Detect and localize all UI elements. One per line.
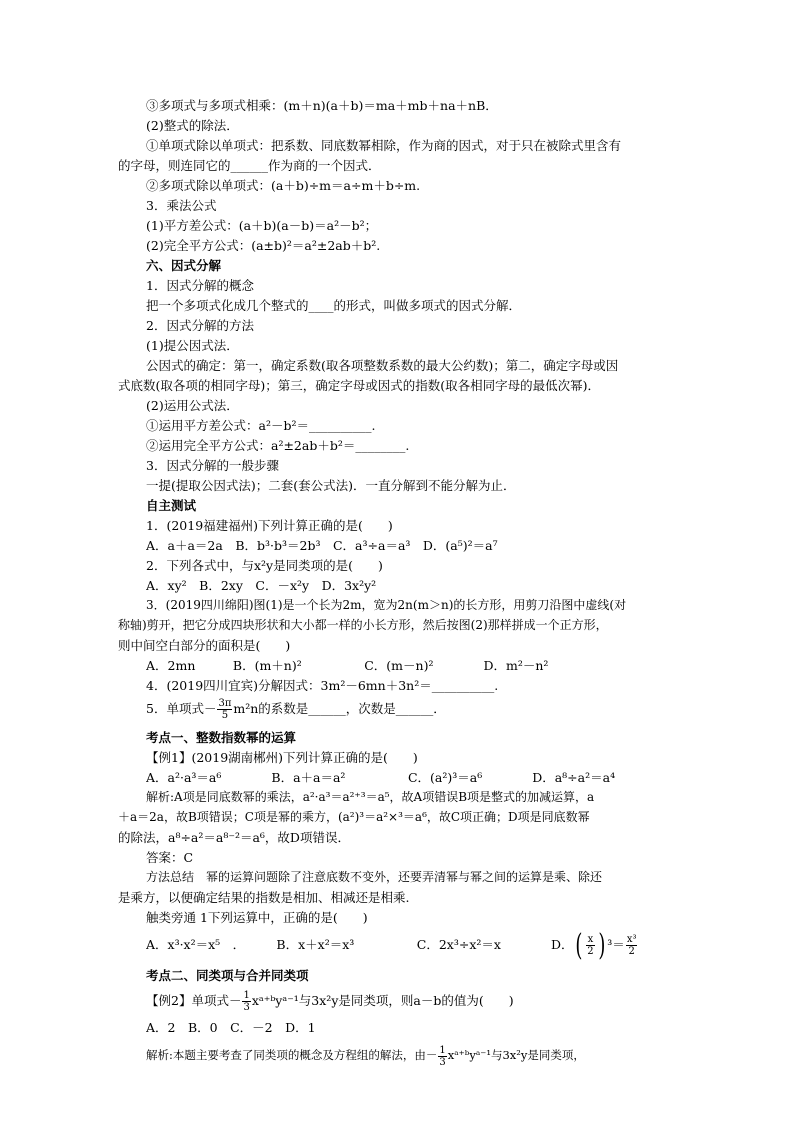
text-span: xᵃ⁺ᵇyᵃ⁻¹与3x²y是同类项，则a－b的值为( ): [251, 993, 514, 1008]
analysis-line: 解析:A项是同底数幂的乘法，a²·a³＝a²⁺³＝a⁵，故A项错误B项是整式的加减运算，a: [146, 790, 595, 804]
question-options: A．a＋a＝2a B．b³·b³＝2b³ C．a³÷a＝a³ D．(a⁵)²＝a⁷: [146, 538, 498, 553]
text-line: ②运用完全平方公式：a²±2ab＋b²＝________.: [146, 438, 410, 453]
fraction: [242, 990, 250, 1013]
text-span: 5．单项式－: [146, 701, 217, 716]
text-span: m²n的系数是______，次数是______．: [233, 701, 446, 716]
fraction-denominator: 2: [628, 946, 635, 957]
question-line: 3．(2019四川绵阳)图(1)是一个长为2m，宽为2n(m＞n)的长方形，用剪刀沿图中虚线(对: [146, 598, 627, 612]
question-line: 1．(2019福建福州)下列计算正确的是( ): [146, 518, 393, 533]
text-line: (1)平方差公式：(a＋b)(a－b)＝a²－b²；: [146, 218, 378, 233]
section-subheading: 2．因式分解的方法: [146, 318, 254, 333]
fraction: [626, 934, 638, 957]
question-line: 则中间空白部分的面积是( ): [118, 638, 291, 653]
fraction: [438, 1045, 446, 1068]
fraction: [586, 934, 594, 957]
question-line: [146, 696, 686, 724]
text-line: (2)运用公式法．: [146, 398, 239, 413]
fraction-numerator: 1: [243, 990, 250, 1001]
section-subheading: 3．因式分解的一般步骤: [146, 458, 279, 473]
question-options: A．2mn B．(m＋n)² C．(m－n)² D．m²－n²: [146, 658, 549, 673]
fraction-numerator: x³: [626, 934, 637, 945]
text-line: 公因式的确定：第一，确定系数(取各项整数系数的最大公约数)；第二，确定字母或因: [146, 358, 619, 373]
topic-heading: 考点一、整数指数幂的运算: [146, 730, 297, 745]
fraction-numerator: 3π: [218, 698, 232, 709]
text-line: 把一个多项式化成几个整式的____的形式，叫做多项式的因式分解．: [146, 298, 522, 313]
question-line: 称轴)剪开，把它分成四块形状和大小都一样的小长方形，然后按图(2)那样拼成一个正方形，: [118, 618, 608, 632]
question-options: A．a²·a³＝a⁶ B．a＋a＝a² C．(a²)³＝a⁶ D．a⁸÷a²＝a⁴: [146, 770, 616, 785]
analysis-line: [146, 1042, 686, 1070]
text-span: xᵃ⁺ᵇyᵃ⁻¹与3x²y是同类项，: [447, 1048, 585, 1062]
left-paren: (: [575, 930, 583, 962]
analysis-line: 的除法，a⁸÷a²＝a⁸⁻²＝a⁶，故D项错误．: [118, 830, 350, 845]
text-span: 【例2】单项式－: [146, 993, 242, 1008]
summary-line: 是乘方，以便确定结果的指数是相加、相减还是相乘.: [118, 890, 410, 905]
text-line: (2)整式的除法．: [146, 118, 239, 133]
section-subheading: 3．乘法公式: [146, 198, 217, 213]
text-line: (1)提公因式法．: [146, 338, 239, 353]
analysis-line: ＋a＝2a，故B项错误；C项是幂的乘方，(a²)³＝a²×³＝a⁶，故C项正确；D项是同底数幂: [118, 810, 590, 824]
text-line: ③多项式与多项式相乘：(m＋n)(a＋b)＝ma＋mb＋na＋nB．: [146, 98, 498, 113]
question-options: [146, 930, 686, 962]
text-line: 式底数(取各项的相同字母)；第三，确定字母或因式的指数(取各相同字母的最低次幂)．: [118, 378, 601, 393]
text-line: ①运用平方差公式：a²－b²＝__________.: [146, 418, 376, 433]
section-subheading: 1．因式分解的概念: [146, 278, 254, 293]
fraction-numerator: 1: [439, 1044, 446, 1056]
text-span: 解析:本题主要考查了同类项的概念及方程组的解法，由－: [146, 1048, 438, 1062]
example-line: 【例1】(2019湖南郴州)下列计算正确的是( ): [146, 750, 418, 765]
right-paren: ): [597, 930, 605, 962]
practice-line: 触类旁通 1下列运算中，正确的是( ): [146, 910, 368, 925]
summary-line: 方法总结 幂的运算问题除了注意底数不变外，还要弄清幂与幂之间的运算是乘、除还: [146, 870, 603, 884]
example-line: [146, 988, 686, 1016]
answer-line: 答案：C: [146, 850, 194, 865]
question-options: A．xy² B．2xy C．－x²y D．3x²y²: [146, 578, 377, 593]
text-line: (2)完全平方公式：(a±b)²＝a²±2ab＋b².: [146, 238, 381, 253]
question-options: A．2 B．0 C．－2 D．1: [146, 1020, 316, 1035]
topic-heading: 考点二、同类项与合并同类项: [146, 968, 309, 983]
text-line: 的字母，则连同它的______作为商的一个因式．: [118, 158, 381, 173]
fraction-denominator: 2: [587, 946, 594, 957]
fraction-denominator: 3: [439, 1056, 446, 1068]
fraction-denominator: 5: [221, 710, 229, 721]
self-test-heading: 自主测试: [146, 498, 197, 513]
text-line: 一提(提取公因式法)；二套(套公式法)．一直分解到不能分解为止．: [146, 478, 516, 493]
text-line: ①单项式除以单项式：把系数、同底数幂相除，作为商的因式，对于只在被除式里含有: [146, 138, 622, 153]
fraction-denominator: 3: [243, 1002, 250, 1013]
text-span: ³＝: [607, 937, 625, 952]
section-heading: 六、因式分解: [146, 258, 222, 273]
fraction: [217, 698, 232, 721]
text-line: ②多项式除以单项式：(a＋b)÷m＝a÷m＋b÷m.: [146, 178, 421, 193]
question-line: 4．(2019四川宜宾)分解因式：3m²－6mn＋3n²＝__________.: [146, 678, 499, 693]
fraction-numerator: x: [587, 934, 594, 945]
text-span: A．x³·x²＝x⁵ ． B．x＋x²＝x³ C．2x³÷x²＝x D．: [146, 937, 574, 952]
question-line: 2．下列各式中，与x²y是同类项的是( ): [146, 558, 383, 573]
